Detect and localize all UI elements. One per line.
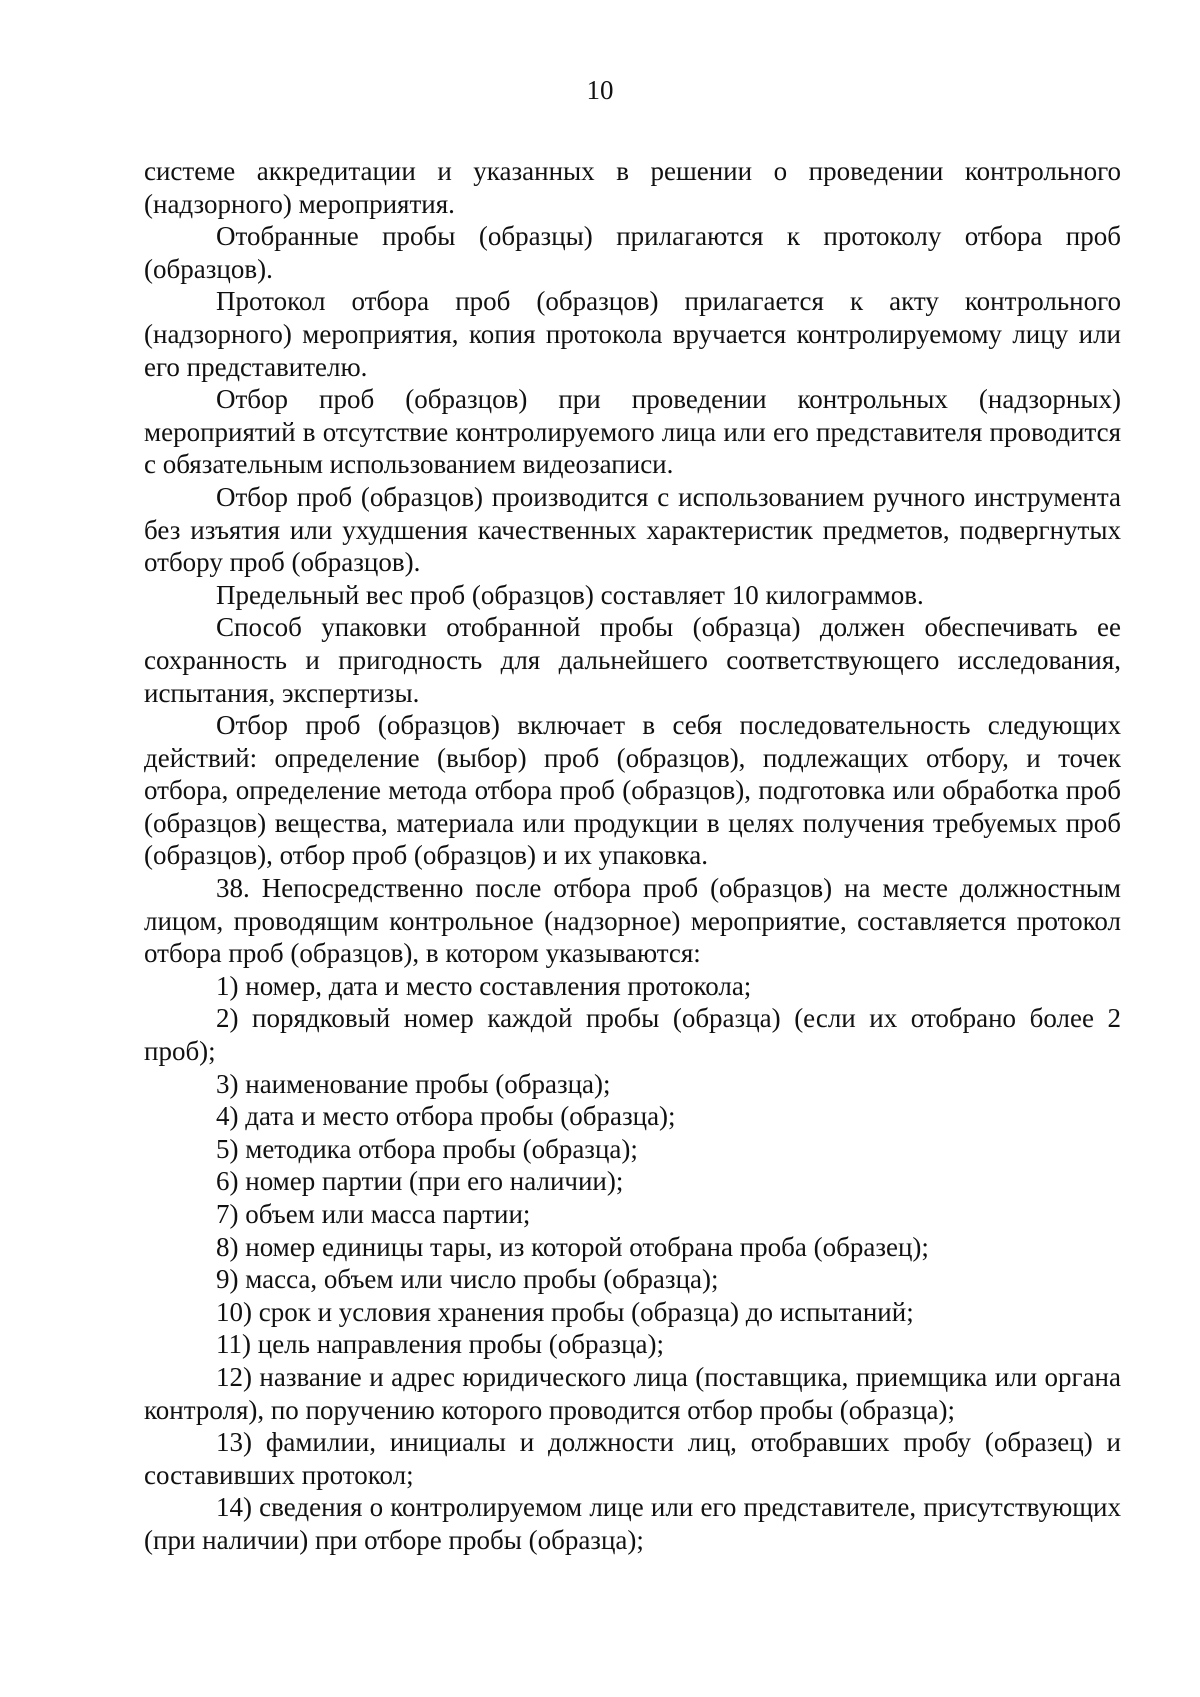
paragraph-continuation: системе аккредитации и указанных в решении о проведении контрольного (надзорного) мероприятия. (144, 156, 1121, 219)
paragraph: Отбор проб (образцов) производится с использованием ручного инструмента без изъятия или ухудшения качественных характеристик предметов, подвергнутых отбору проб (образцов). (144, 481, 1121, 578)
list-item: 12) название и адрес юридического лица (поставщика, приемщика или органа контроля), по поручению которого проводится отбор пробы (образца); (144, 1361, 1121, 1425)
paragraph: Предельный вес проб (образцов) составляет 10 килограммов. (216, 579, 924, 610)
list-item: 6) номер партии (при его наличии); (216, 1166, 624, 1197)
paragraph-item-38: 38. Непосредственно после отбора проб (образцов) на месте должностным лицом, проводящим контрольное (надзорное) мероприятие, составляется протокол отбора проб (образцов), в котором указываются: (144, 873, 1121, 969)
list-item: 11) цель направления пробы (образца); (216, 1329, 665, 1360)
list-item: 1) номер, дата и место составления протокола; (216, 970, 752, 1001)
list-item: 3) наименование пробы (образца); (216, 1068, 611, 1099)
list-item: 13) фамилии, инициалы и должности лиц, отобравших пробу (образец) и составивших протокол; (144, 1427, 1121, 1490)
paragraph: Отбор проб (образцов) при проведении контрольных (надзорных) мероприятий в отсутствие контролируемого лица или его представителя проводится с обязательным использованием видеозаписи. (144, 384, 1121, 480)
list-item: 7) объем или масса партии; (216, 1199, 531, 1229)
paragraph: Протокол отбора проб (образцов) прилагается к акту контрольного (надзорного) мероприятия, копия протокола вручается контролируемому лицу или его представителю. (144, 286, 1121, 382)
page-number: 10 (586, 75, 614, 105)
paragraph: Отбор проб (образцов) включает в себя последовательность следующих действий: определение (выбор) проб (образцов), подлежащих отбору, и точек отбора, определение метода отбора проб (образцов), подготовка или обработка проб (образцов) вещества, материала или продукции в целях получения требуемых проб (образцов), отбор проб (образцов) и их упаковка. (144, 710, 1121, 871)
list-item: 4) дата и место отбора пробы (образца); (216, 1101, 676, 1132)
paragraph: Отобранные пробы (образцы) прилагаются к протоколу отбора проб (образцов). (144, 221, 1121, 284)
list-item: 8) номер единицы тары, из которой отобрана проба (образец); (216, 1231, 929, 1262)
list-item: 2) порядковый номер каждой пробы (образца) (если их отобрано более 2 проб); (144, 1003, 1121, 1067)
document-body (144, 155, 1121, 1557)
list-item: 10) срок и условия хранения пробы (образца) до испытаний; (216, 1296, 914, 1327)
paragraph: Способ упаковки отобранной пробы (образца) должен обеспечивать ее сохранность и пригодность для дальнейшего соответствующего исследования, испытания, экспертизы. (144, 612, 1121, 708)
list-item: 5) методика отбора пробы (образца); (216, 1133, 638, 1164)
list-item: 9) масса, объем или число пробы (образца); (216, 1264, 719, 1295)
list-item: 14) сведения о контролируемом лице или его представителе, присутствующих (при наличии) при отборе пробы (образца); (144, 1492, 1121, 1555)
